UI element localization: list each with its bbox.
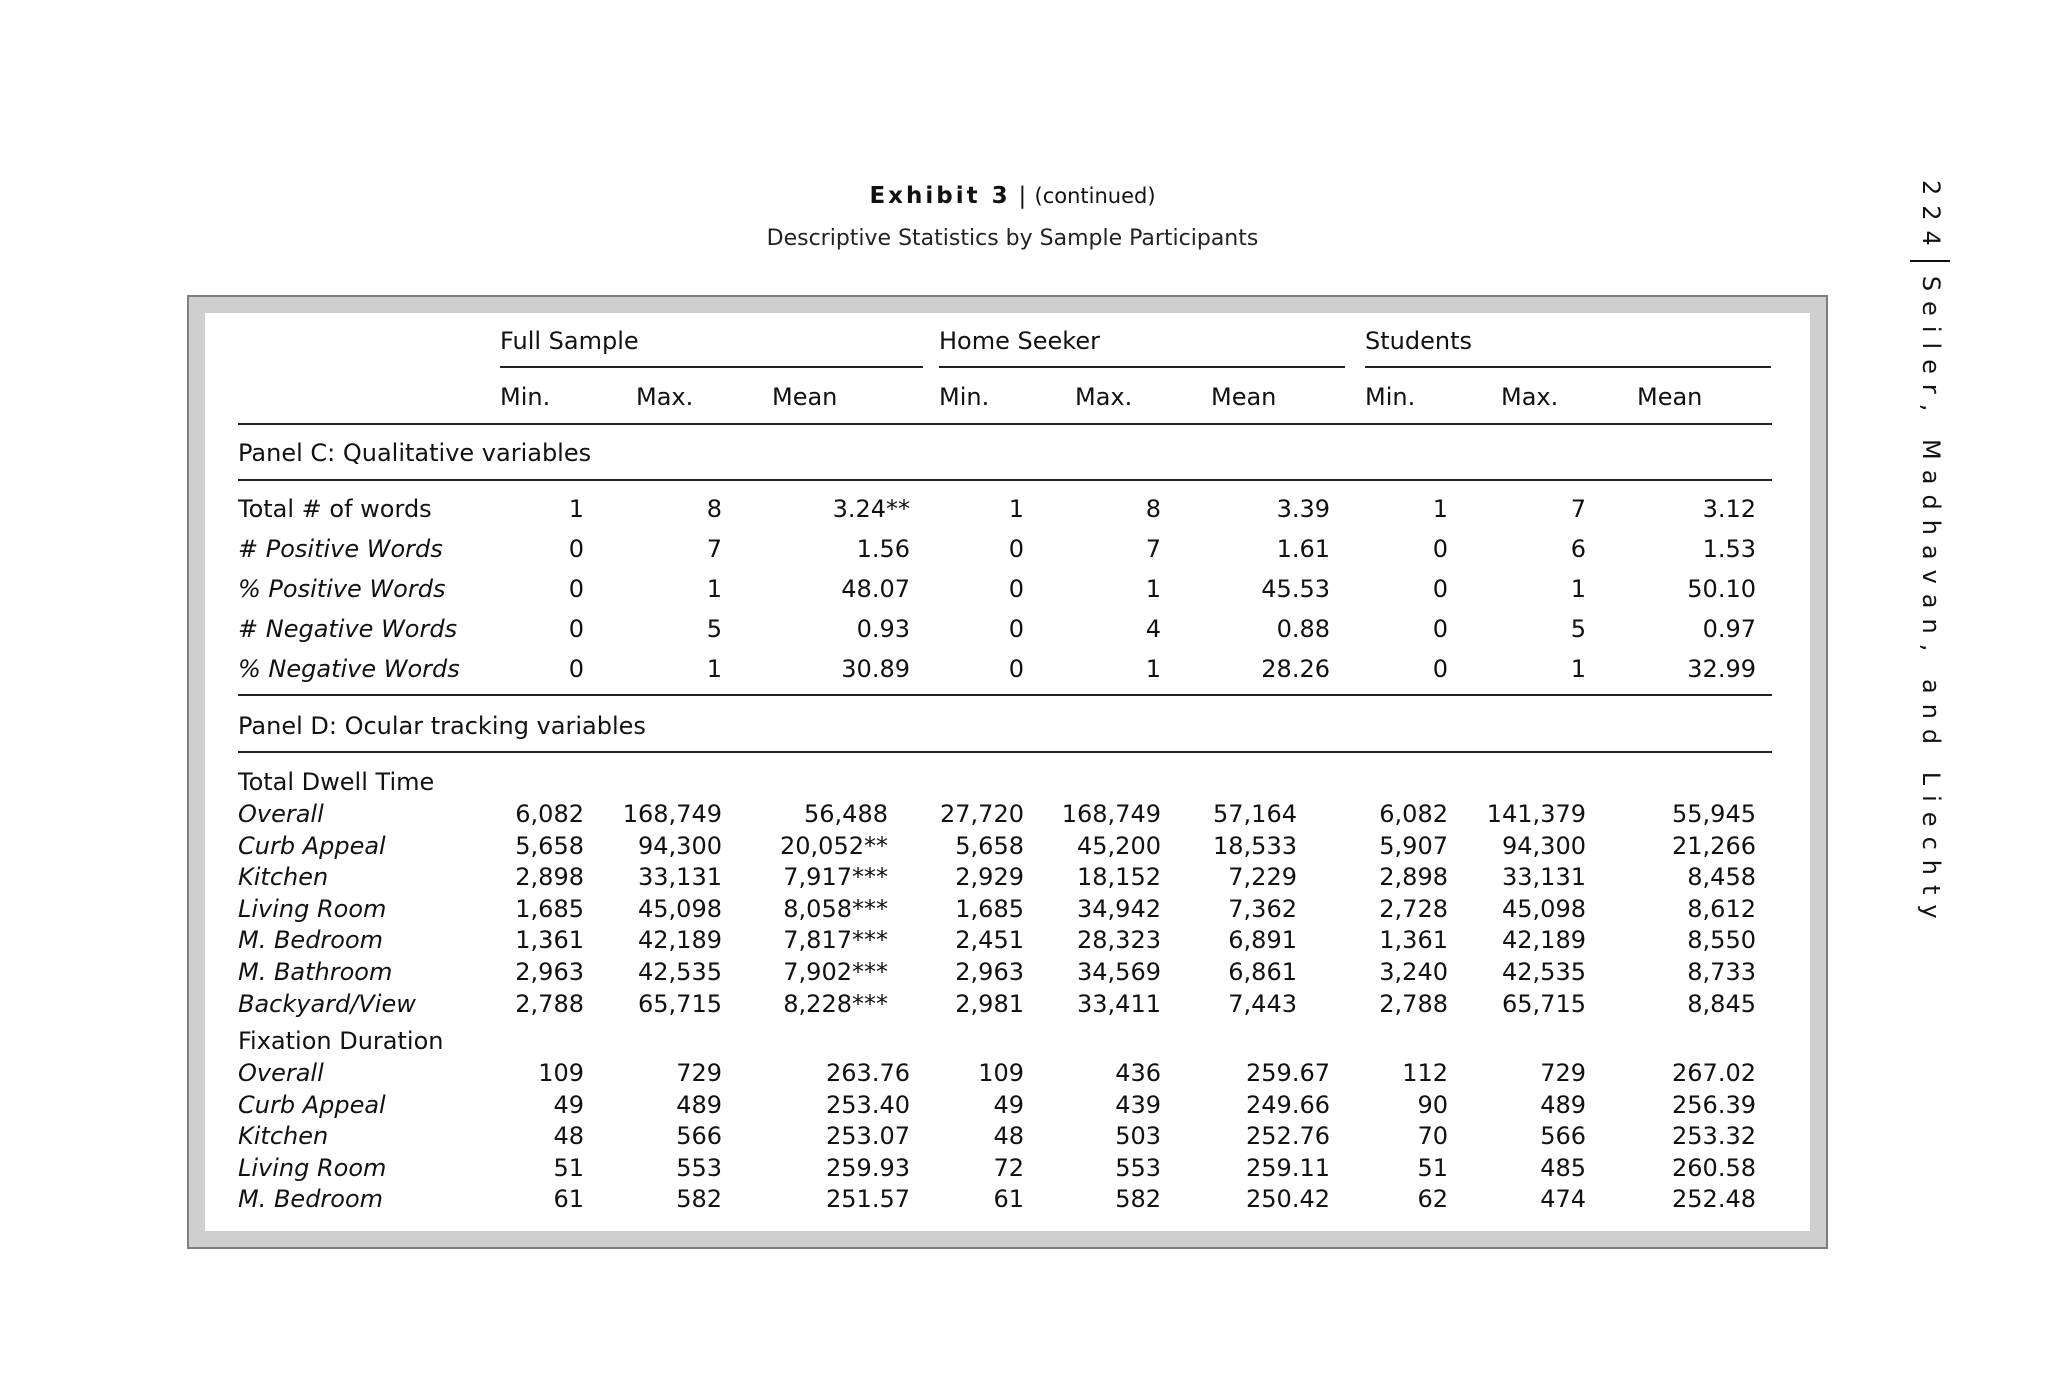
row-label: M. Bedroom: [238, 926, 384, 955]
table-cell: 256.39: [1672, 1090, 1756, 1119]
table-cell: 0: [1432, 655, 1448, 683]
table-cell: 45.53: [1261, 575, 1330, 603]
table-cell: 50.10: [1687, 575, 1756, 603]
table-cell: 0: [1432, 615, 1448, 643]
table-cell: 65,715: [638, 989, 722, 1018]
table-cell: 33,411: [1077, 989, 1161, 1018]
table-cell: 1,361: [1379, 926, 1448, 955]
table-cell: 5: [1570, 615, 1586, 643]
table-cell: 8,458: [1687, 863, 1756, 892]
table-cell: 582: [676, 1185, 722, 1214]
table-cell: 34,569: [1077, 958, 1161, 986]
row-label: % Negative Words: [238, 655, 460, 683]
table-cell: 3.12: [1702, 495, 1756, 523]
table-cell: 3.39: [1276, 495, 1330, 523]
table-cell: 553: [676, 1153, 722, 1182]
table-cell: 3,240: [1379, 958, 1448, 986]
column-header: Min.: [500, 383, 551, 411]
table-cell: 4: [1145, 615, 1161, 643]
table-cell: 0: [1008, 575, 1024, 603]
row-label: M. Bathroom: [238, 958, 393, 986]
row-label: Living Room: [238, 1153, 387, 1182]
table-cell: 259.11: [1246, 1153, 1330, 1182]
panel-title: Panel D: Ocular tracking variables: [238, 712, 646, 740]
table-cell: 0.88: [1276, 615, 1330, 643]
table-cell: 49: [993, 1090, 1024, 1119]
header-rule: [238, 423, 1772, 425]
table-cell: 2,963: [955, 958, 1024, 986]
table-cell: 112: [1402, 1059, 1448, 1087]
table-cell: 7: [706, 535, 722, 563]
table-cell: 61: [993, 1185, 1024, 1214]
table-cell: 5,658: [515, 831, 584, 860]
table-cell: 1: [1570, 575, 1586, 603]
row-label: Living Room: [238, 894, 387, 923]
table-cell: 45,098: [1502, 894, 1586, 923]
table-cell: 0: [568, 535, 584, 563]
table-cell: 45,200: [1077, 831, 1161, 860]
table-cell: 34,942: [1077, 894, 1161, 923]
table-cell: 94,300: [638, 831, 722, 860]
table-cell: 253.40: [826, 1090, 910, 1119]
table-cell: 0.97: [1702, 615, 1756, 643]
table-cell: 1.56: [856, 535, 910, 563]
table-cell: 51: [553, 1153, 584, 1182]
table-cell: 6: [1570, 535, 1586, 563]
table-cell: 6,891: [1228, 926, 1297, 955]
row-label: Kitchen: [238, 1122, 329, 1151]
table-cell: 2,981: [955, 989, 1024, 1018]
panel-rule: [238, 694, 1772, 696]
table-cell: 62: [1417, 1185, 1448, 1214]
table-cell: 252.48: [1672, 1185, 1756, 1214]
table-cell: 48: [993, 1122, 1024, 1151]
column-header: Mean: [1211, 383, 1277, 411]
table-cell: 263.76: [826, 1059, 910, 1087]
table-cell: 45,098: [638, 894, 722, 923]
table-cell: 28.26: [1261, 655, 1330, 683]
group-header: Students: [1365, 327, 1472, 355]
table-cell: 55,945: [1672, 800, 1756, 828]
table-cell: 5,907: [1379, 831, 1448, 860]
table-cell: 582: [1115, 1185, 1161, 1214]
table-cell: 94,300: [1502, 831, 1586, 860]
table-cell: 42,535: [1502, 958, 1586, 986]
table-cell: 7,229: [1228, 863, 1297, 892]
table-cell: 65,715: [1502, 989, 1586, 1018]
table-cell: 42,189: [638, 926, 722, 955]
column-header: Max.: [1501, 383, 1559, 411]
table-cell: 2,451: [955, 926, 1024, 955]
table-cell: 8,733: [1687, 958, 1756, 986]
table-cell: 33,131: [1502, 863, 1586, 892]
table-cell: 250.42: [1246, 1185, 1330, 1214]
exhibit-subtitle: Descriptive Statistics by Sample Participants: [766, 226, 1259, 251]
table-cell: 2,963: [515, 958, 584, 986]
table-cell: 109: [978, 1059, 1024, 1087]
table-cell: 1,685: [515, 894, 584, 923]
table-cell: 168,749: [622, 800, 722, 828]
table-cell: 8,058***: [783, 894, 888, 923]
table-cell: 0: [1432, 535, 1448, 563]
row-label: # Negative Words: [238, 615, 458, 643]
table-cell: 1,685: [955, 894, 1024, 923]
table-cell: 8,550: [1687, 926, 1756, 955]
table-cell: 7,443: [1228, 989, 1297, 1018]
table-cell: 6,861: [1228, 958, 1297, 986]
table-cell: 7,917***: [783, 863, 888, 892]
table-cell: 8,845: [1687, 989, 1756, 1018]
group-header: Full Sample: [500, 327, 639, 355]
table-cell: 56,488: [804, 800, 888, 828]
panel-title: Panel C: Qualitative variables: [238, 439, 592, 467]
table-cell: 1: [1570, 655, 1586, 683]
table-cell: 30.89: [841, 655, 910, 683]
group-underline: [939, 366, 1345, 368]
table-cell: 489: [676, 1090, 722, 1119]
table-cell: 7: [1145, 535, 1161, 563]
row-label: Total # of words: [238, 495, 432, 523]
table-cell: 729: [676, 1059, 722, 1087]
table-cell: 90: [1417, 1090, 1448, 1119]
table-cell: 72: [993, 1153, 1024, 1182]
table-cell: 21,266: [1672, 831, 1756, 860]
table-cell: 2,898: [515, 863, 584, 892]
table-cell: 0: [1008, 535, 1024, 563]
table-cell: 7,817***: [783, 926, 888, 955]
table-cell: 33,131: [638, 863, 722, 892]
table-cell: 20,052**: [780, 831, 888, 860]
row-label: Curb Appeal: [238, 831, 386, 860]
table-cell: 0: [1432, 575, 1448, 603]
table-cell: 109: [538, 1059, 584, 1087]
row-label: M. Bedroom: [238, 1185, 384, 1214]
table-cell: 168,749: [1061, 800, 1161, 828]
table-cell: 1: [568, 495, 584, 523]
column-header: Max.: [1075, 383, 1133, 411]
table-cell: 32.99: [1687, 655, 1756, 683]
table-cell: 5,658: [955, 831, 1024, 860]
table-cell: 8: [706, 495, 722, 523]
table-cell: 251.57: [826, 1185, 910, 1214]
table-cell: 0: [568, 615, 584, 643]
running-head: [1906, 180, 1956, 929]
table-cell: 2,898: [1379, 863, 1448, 892]
table-cell: 260.58: [1672, 1153, 1756, 1182]
table-cell: 61: [553, 1185, 584, 1214]
table-cell: 1.61: [1276, 535, 1330, 563]
table-cell: 503: [1115, 1122, 1161, 1151]
running-head-divider: [1910, 260, 1950, 262]
table-cell: 8: [1145, 495, 1161, 523]
table-cell: 7: [1570, 495, 1586, 523]
row-label: Curb Appeal: [238, 1090, 386, 1119]
table-cell: 1: [1432, 495, 1448, 523]
table-cell: 70: [1417, 1122, 1448, 1151]
table-cell: 27,720: [940, 800, 1024, 828]
table-cell: 729: [1540, 1059, 1586, 1087]
table-cell: 1: [1008, 495, 1024, 523]
table-cell: 253.07: [826, 1122, 910, 1151]
table-cell: 57,164: [1213, 800, 1297, 828]
table-cell: 8,228***: [783, 989, 888, 1018]
table-cell: 42,535: [638, 958, 722, 986]
table-cell: 1: [1145, 575, 1161, 603]
table-cell: 259.67: [1246, 1059, 1330, 1087]
table-cell: 49: [553, 1090, 584, 1119]
table-cell: 0: [1008, 615, 1024, 643]
table-cell: 553: [1115, 1153, 1161, 1182]
table-cell: 1: [706, 575, 722, 603]
table-cell: 253.32: [1672, 1122, 1756, 1151]
table-cell: 439: [1115, 1090, 1161, 1119]
page-number: 224: [1917, 180, 1945, 256]
table-cell: 42,189: [1502, 926, 1586, 955]
running-head-authors: Seiler, Madhavan, and Liechty: [1917, 275, 1945, 929]
table-cell: 28,323: [1077, 926, 1161, 955]
table-cell: 5: [706, 615, 722, 643]
table-cell: 6,082: [1379, 800, 1448, 828]
table-cell: 7,902***: [783, 958, 888, 986]
table-cell: 2,788: [515, 989, 584, 1018]
group-underline: [1365, 366, 1771, 368]
column-header: Mean: [1637, 383, 1703, 411]
table-cell: 485: [1540, 1153, 1586, 1182]
column-header: Mean: [772, 383, 838, 411]
table-cell: 18,533: [1213, 831, 1297, 860]
table-cell: 51: [1417, 1153, 1448, 1182]
column-header: Min.: [939, 383, 990, 411]
group-underline: [500, 366, 923, 368]
table-cell: 8,612: [1687, 894, 1756, 923]
table-cell: 0: [568, 575, 584, 603]
table-cell: 0: [568, 655, 584, 683]
table-cell: 1.53: [1702, 535, 1756, 563]
table-cell: 474: [1540, 1185, 1586, 1214]
row-label: Overall: [238, 1059, 324, 1087]
table-cell: 0.93: [856, 615, 910, 643]
table-cell: 18,152: [1077, 863, 1161, 892]
table-cell: 566: [1540, 1122, 1586, 1151]
table-cell: 7,362: [1228, 894, 1297, 923]
exhibit-title: [0, 183, 2025, 209]
panel-rule: [238, 479, 1772, 481]
table-cell: 267.02: [1672, 1059, 1756, 1087]
table-cell: 489: [1540, 1090, 1586, 1119]
row-label: Kitchen: [238, 863, 329, 892]
row-label: # Positive Words: [238, 535, 443, 563]
group-header: Home Seeker: [939, 327, 1100, 355]
table-cell: 1: [706, 655, 722, 683]
continued-label: (continued): [1034, 184, 1156, 208]
table-cell: 48: [553, 1122, 584, 1151]
title-separator: |: [1018, 183, 1027, 209]
table-cell: 1,361: [515, 926, 584, 955]
exhibit-number: Exhibit 3: [869, 183, 1011, 209]
table-cell: 0: [1008, 655, 1024, 683]
panel-rule: [238, 751, 1772, 753]
subsection-title: Total Dwell Time: [238, 768, 435, 796]
table-cell: 2,788: [1379, 989, 1448, 1018]
subsection-title: Fixation Duration: [238, 1027, 444, 1055]
table-cell: 141,379: [1486, 800, 1586, 828]
table-cell: 249.66: [1246, 1090, 1330, 1119]
table-cell: 1: [1145, 655, 1161, 683]
row-label: Overall: [238, 800, 324, 828]
table-cell: 3.24**: [832, 495, 910, 523]
table-cell: 48.07: [841, 575, 910, 603]
row-label: Backyard/View: [238, 989, 416, 1018]
table-cell: 566: [676, 1122, 722, 1151]
table-cell: 6,082: [515, 800, 584, 828]
table-cell: 436: [1115, 1059, 1161, 1087]
column-header: Max.: [636, 383, 694, 411]
column-header: Min.: [1365, 383, 1416, 411]
table-cell: 259.93: [826, 1153, 910, 1182]
table-cell: 252.76: [1246, 1122, 1330, 1151]
row-label: % Positive Words: [238, 575, 446, 603]
table-cell: 2,929: [955, 863, 1024, 892]
table-cell: 2,728: [1379, 894, 1448, 923]
